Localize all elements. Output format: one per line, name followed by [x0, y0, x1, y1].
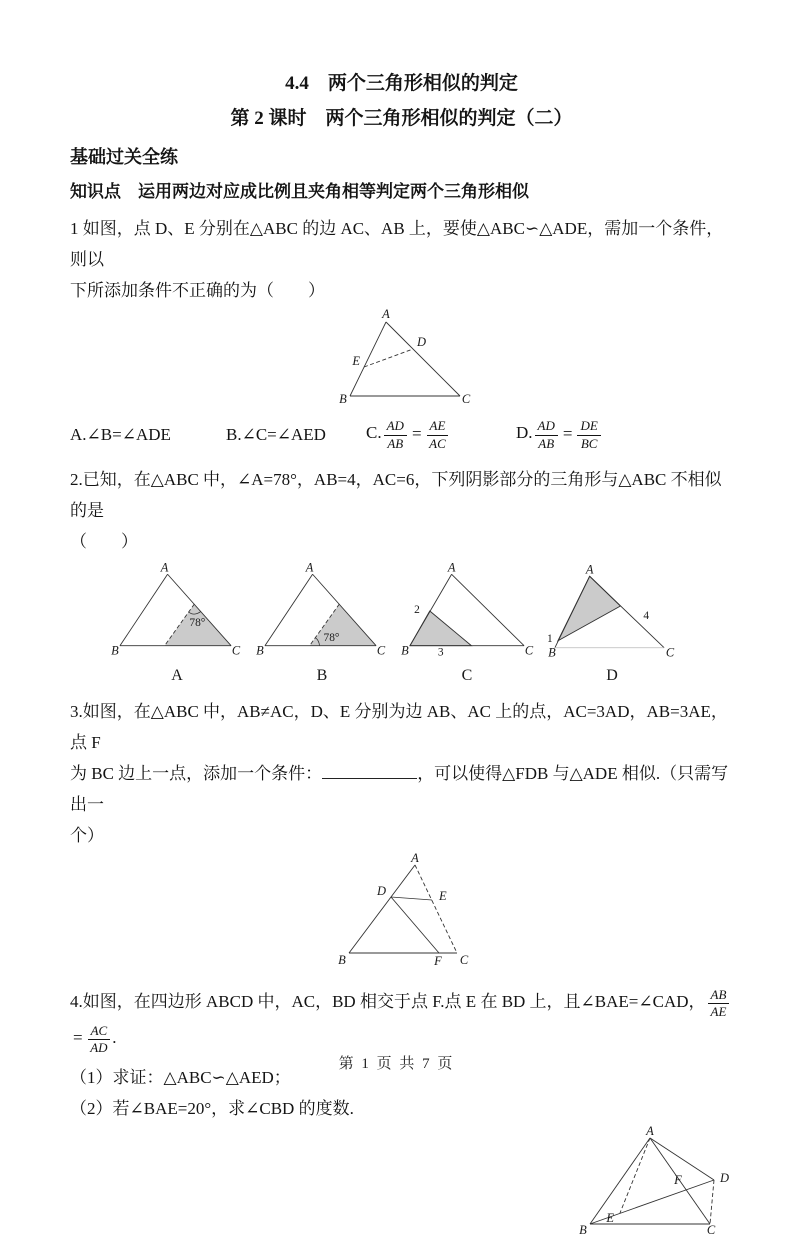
q1-option-c-frac1-num: AD [384, 419, 407, 435]
q4-figure [570, 1126, 733, 1241]
q1-option-d-frac2 [577, 419, 600, 450]
q4-label-b: B [579, 1223, 587, 1237]
q1-option-a: A.∠B=∠ADE [70, 425, 171, 444]
q3-stem-line2 [70, 758, 733, 820]
q2b-label-b: B [256, 643, 264, 658]
q1-option-d-frac1 [535, 419, 558, 450]
q4-label-e: E [606, 1211, 614, 1225]
q4-frac2 [88, 1024, 111, 1055]
q4-equals: = [73, 1028, 83, 1047]
q4-quadrilateral-diagram [570, 1126, 750, 1236]
q2-diagram-a [110, 562, 244, 657]
q3-segment-de [391, 897, 432, 900]
q1-triangle-edges [350, 322, 460, 396]
q2d-label-a: A [585, 562, 594, 577]
q2d-label-c: C [665, 645, 675, 660]
q3-stem-line2-post: ，可以使得△FDB 与△ADE 相似.（只需写出一 [70, 764, 729, 814]
q4-stem-line1 [70, 984, 733, 1056]
q3-stem-line2-pre: 为 BC 边上一点，添加一个条件： [70, 764, 323, 783]
q1-label-e: E [352, 354, 360, 368]
q2b-angle-label: 78° [323, 631, 340, 644]
q2-diagram-d [545, 562, 679, 660]
q3-answer-blank [322, 762, 417, 779]
q4-stem-pre: 4.如图，在四边形 ABCD 中，AC，BD 相交于点 F.点 E 在 BD 上，且∠BAE=∠CAD， [70, 992, 706, 1011]
q1-option-c-equals: = [411, 423, 422, 443]
section-heading: 基础过关全练 [70, 147, 178, 167]
q3-side-ac-dashed [415, 865, 457, 953]
q3-stem-line3: 个） [70, 826, 104, 845]
q2d-length-1-label: 1 [546, 632, 553, 645]
question-1 [70, 213, 733, 453]
q4-label-a: A [646, 1124, 654, 1138]
question-3 [70, 696, 733, 973]
q2c-length-2-label: 2 [414, 603, 420, 616]
q2b-label-c: C [376, 643, 386, 658]
q2d-shaded-region [558, 576, 621, 641]
q2-caption-c: C [461, 667, 473, 684]
page-subtitle: 第 2 课时 两个三角形相似的判定（二） [230, 108, 573, 129]
q3-stem-line1: 3.如图，在△ABC 中，AB≠AC，D、E 分别为边 AB、AC 上的点，AC=3AD，AB=3AE，点 F [70, 702, 728, 752]
q4-part2: （2）若∠BAE=20°，求∠CBD 的度数. [70, 1099, 354, 1118]
q1-label-c: C [461, 392, 471, 406]
q1-option-c-frac2-num: AE [427, 419, 449, 435]
q1-option-d-frac2-den: BC [580, 435, 598, 451]
q4-frac1 [708, 988, 730, 1019]
q4-frac1-num: AB [708, 988, 730, 1004]
q2a-label-c: C [231, 643, 241, 658]
q1-option-d-frac2-num: DE [577, 419, 600, 435]
q1-stem-line2: 下所添加条件不正确的为（ ） [70, 281, 325, 300]
q1-option-c [366, 419, 516, 450]
q2b-label-a: A [305, 560, 314, 575]
q2-stem-line2: （ ） [70, 532, 138, 551]
q3-label-b: B [338, 953, 346, 967]
q2-caption-b: B [316, 667, 328, 684]
q1-option-c-frac2 [427, 419, 449, 450]
q1-option-d-frac1-den: AB [538, 435, 555, 451]
q1-option-c-frac1-den: AB [387, 435, 404, 451]
q2a-label-b: B [111, 643, 119, 658]
q2-figure-a [110, 562, 244, 685]
q2d-label-b: B [548, 645, 556, 660]
q1-option-d [516, 419, 603, 450]
page-footer: 第 1 页 共 7 页 [338, 1056, 455, 1072]
q4-frac2-den: AD [90, 1040, 108, 1055]
q4-frac1-den: AE [710, 1004, 727, 1019]
q1-option-c-frac2-den: AC [429, 435, 446, 451]
q2c-label-a: A [447, 560, 456, 575]
q4-side-dc-dashed [710, 1180, 714, 1224]
q4-segment-ae-dashed [620, 1138, 650, 1213]
q2c-length-3-label: 3 [437, 646, 444, 659]
q2b-shaded-region [310, 604, 377, 646]
q4-period: . [112, 1028, 117, 1047]
q2c-shaded-region [410, 611, 472, 646]
q3-segment-df [391, 897, 439, 953]
question-2 [70, 464, 733, 685]
q1-stem-line1: 1 如图，点 D、E 分别在△ABC 的边 AC、AB 上，要使△ABC∽△ADE，需加一个条件，则以 [70, 219, 724, 269]
q4-frac2-num: AC [88, 1024, 111, 1040]
q1-options-row [70, 417, 733, 453]
q3-label-c: C [459, 953, 469, 967]
q3-label-e: E [439, 889, 447, 903]
q1-option-d-equals: = [562, 423, 573, 443]
q1-option-c-prefix: C. [366, 423, 382, 443]
q1-triangle-diagram [338, 308, 478, 404]
q3-triangle-diagram [333, 853, 498, 968]
q2-caption-a: A [171, 667, 183, 684]
q4-part1: （1）求证：△ABC∽△AED； [70, 1068, 291, 1087]
q1-label-d: D [417, 335, 427, 349]
q2-caption-d: D [606, 667, 618, 684]
q2-diagram-c [400, 562, 534, 657]
q4-label-d: D [720, 1171, 730, 1185]
q4-label-f: F [674, 1173, 682, 1187]
q2-diagram-b [255, 562, 389, 657]
q1-figure [338, 308, 733, 409]
q4-label-c: C [706, 1223, 716, 1237]
q2c-label-c: C [524, 643, 534, 658]
q2-stem-line1: 2.已知，在△ABC 中，∠A=78°，AB=4，AC=6，下列阴影部分的三角形与△ABC 不相似的是 [70, 470, 722, 520]
q1-option-c-frac1 [384, 419, 407, 450]
q3-figure [333, 853, 733, 973]
q1-option-d-frac1-num: AD [535, 419, 558, 435]
q2-figure-b [255, 562, 389, 685]
question-4 [70, 984, 733, 1241]
page-title: 4.4 两个三角形相似的判定 [285, 73, 518, 94]
q3-label-a: A [411, 851, 419, 865]
q2d-length-4-label: 4 [643, 609, 650, 622]
q2-figure-d [545, 562, 679, 685]
q1-label-b: B [339, 392, 347, 406]
q3-label-d: D [376, 884, 386, 898]
q2c-label-b: B [401, 643, 409, 658]
q1-option-b: B.∠C=∠AED [226, 425, 326, 444]
knowledge-point-heading: 知识点 运用两边对应成比例且夹角相等判定两个三角形相似 [70, 182, 529, 201]
q2a-angle-label: 78° [189, 616, 206, 629]
q2-figure-c [400, 562, 534, 685]
q3-triangle-edges [349, 865, 457, 953]
q2a-label-a: A [160, 560, 169, 575]
q2-figures-row [110, 562, 733, 685]
q1-option-d-prefix: D. [516, 423, 533, 443]
q3-label-f: F [434, 954, 442, 968]
q1-label-a: A [382, 307, 390, 321]
